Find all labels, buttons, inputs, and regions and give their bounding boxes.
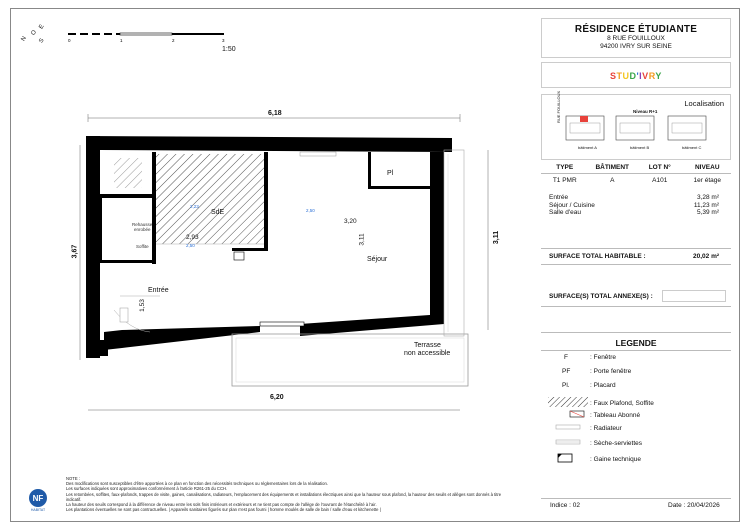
info-value: T1 PMR [552,177,577,184]
batiment-b: bâtiment B [630,145,650,150]
localisation-title: Localisation [684,99,724,108]
room-sejour: Séjour [367,256,388,263]
logo-letter: T [616,71,623,81]
room-area: 5,39 m² [696,209,719,216]
hatch-icon [548,397,590,409]
legend-item [548,382,616,389]
nf-habitat-logo [26,488,50,512]
logo-letter: U [622,71,630,81]
dim-top-width: 6,18 [268,110,282,117]
niveau-label: Niveau R+1 [633,109,658,114]
gaine-icon [548,453,590,465]
note-line: La hauteur des seuils correspond à la différence de niveau entre les sols finis intérieurs et extérieurs et ne tient pas compte de l'allège de l'ouvrant de l'étanchéité à l'air. [66,502,377,508]
room-terrasse [414,342,441,349]
legend-item [548,453,641,465]
indice: Indice : 02 [550,502,580,509]
info-header-row [541,164,731,174]
legend-label: : Placard [590,382,616,389]
hsp-soffite: 2,23 [190,204,199,209]
title-block [541,18,731,58]
scale-tick: 0 [68,38,71,43]
logo-letter: ' [636,71,640,81]
scale-label: 1:50 [222,46,236,53]
terrasse-line1: Terrasse [414,342,441,349]
localisation-box [541,90,731,160]
room-area: 3,28 m² [696,194,719,201]
surface-annexe-value-box [662,290,726,302]
divider [541,498,731,499]
legend-item [548,410,640,420]
batiment-c: bâtiment C [682,145,702,150]
compass-letter: O [30,29,39,37]
compass [18,22,58,50]
studivry-logo [610,71,662,81]
legend-item [548,439,642,447]
date: Date : 20/04/2026 [668,502,720,509]
room-entree: Entrée [148,287,169,294]
dim-entree-height: 1,53 [138,299,146,312]
scale-bar [68,30,240,44]
rehausse-line2: enrobée [134,227,151,232]
compass-letter: S [38,37,46,45]
surface-annexe-label: SURFACE(S) TOTAL ANNEXE(S) : [549,293,653,300]
legend-item [548,354,616,361]
legend-title: LEGENDE [615,338,657,348]
room-area-row [541,202,731,210]
scale-tick: 2 [172,38,175,43]
dim-right-height: 3,11 [493,230,501,245]
legend-item [548,368,631,375]
info-value: 1er étage [693,177,721,184]
room-name: Séjour / Cuisine [549,201,595,209]
info-table [541,164,731,217]
info-header: LOT N° [648,164,671,171]
hsp-sejour: 2,50 [306,208,315,213]
logo-letter: V [642,71,649,81]
dim-sejour-width: 3,20 [344,218,357,225]
nf-top: NF [32,494,44,503]
room-area: 11,23 m² [693,201,719,209]
note-block [66,476,516,512]
logo-letter: R [648,71,656,81]
legend-sym: Pl. [562,382,570,389]
hsp-sde: 2,50 [186,243,195,248]
radiator-icon [548,424,590,432]
batiment-a: bâtiment A [578,145,597,150]
floor-plan [60,100,520,430]
dim-sejour-height: 3,11 [358,233,366,246]
legend-label: : Radiateur [590,424,622,432]
tableau-icon [548,410,590,420]
info-header: TYPE [556,164,574,171]
scale-tick: 1 [120,38,123,43]
nf-bottom: HABITAT [30,508,46,512]
logo-letter: D [629,71,637,81]
address-line2: 94200 IVRY SUR SEINE [600,43,672,50]
legend-label: : Faux Plafond, Soffite [590,399,654,407]
legend-item [548,397,654,409]
legend-label: : Porte fenêtre [590,368,632,375]
note-line: Les retombées, soffites, faux-plafonds, trappes de visite, gaines, canalisations, radiateurs, l'emplacement des équipements et installations électriques ainsi que la hauteur sous plafond, la hauteur des seuils et allèges sont donnés à titre indicatif. [66,491,502,502]
info-value-row [541,174,731,184]
soffite-label: Soffite [136,244,149,249]
divider [541,332,731,333]
surface-habitable-label: SURFACE TOTAL HABITABLE : [549,253,646,260]
divider [541,264,731,265]
note-line: NOTE : [66,476,80,481]
room-name: Salle d'eau [549,209,581,216]
info-value: A [610,177,615,184]
note-line: Les surfaces indiquées sont approximatives conformément à l'article R261-25 du CCH. [66,486,228,492]
scale-tick: 3 [222,38,225,43]
room-placard: Pl [387,170,394,177]
logo-letter: Y [655,71,662,81]
room-areas [541,194,731,217]
project-title: RÉSIDENCE ÉTUDIANTE [574,24,698,35]
legend-label: : Fenêtre [590,354,617,361]
legend-label: : Gaine technique [590,455,641,463]
localisation-map [564,115,714,147]
logo-letter: S [610,71,617,81]
info-header: NIVEAU [694,164,720,171]
dim-sde-width: 2,93 [186,234,199,241]
info-value: A101 [652,177,668,184]
address-line1: 8 RUE FOUILLOUX [607,35,665,42]
dim-left-height: 3,67 [71,244,79,259]
legend-label: : Sèche-serviettes [590,439,643,447]
info-header: BÂTIMENT [595,164,630,171]
note-line: Des modifications sont susceptibles d'être apportées à ce plan en fonction des nécessités techniques ou réglementaires lors de la réalisation. [66,481,328,487]
note-line: Les plantations éventuelles ne sont pas contractuelles. | Appareils sanitaires figurés sur plan n'est pas fourni | homme moulés de salle de bain / salle d'eau et kitchenette | [66,507,381,513]
logo-letter: I [639,71,643,81]
street-label: RUE FOUILLOUX [556,90,561,123]
towel-dryer-icon [548,439,590,447]
dim-bottom-width: 6,20 [270,394,284,401]
surface-habitable-value: 20,02 m² [693,253,720,260]
room-area-row [541,209,731,217]
compass-letter: E [38,23,46,31]
terrasse-line2: non accessible [404,350,451,357]
divider [541,248,731,249]
legend-sym: PF [562,368,571,375]
room-area-row [541,194,731,202]
room-sde: SdE [211,209,225,216]
legend-item [548,424,622,432]
logo-box [541,62,731,88]
divider [541,306,731,307]
legend-label: : Tableau Abonné [590,411,641,419]
compass-letter: N [20,35,28,43]
room-name: Entrée [549,194,569,201]
divider [541,350,731,351]
rehausse-line1: Rehausse [132,222,153,227]
legend-sym: F [564,354,568,361]
